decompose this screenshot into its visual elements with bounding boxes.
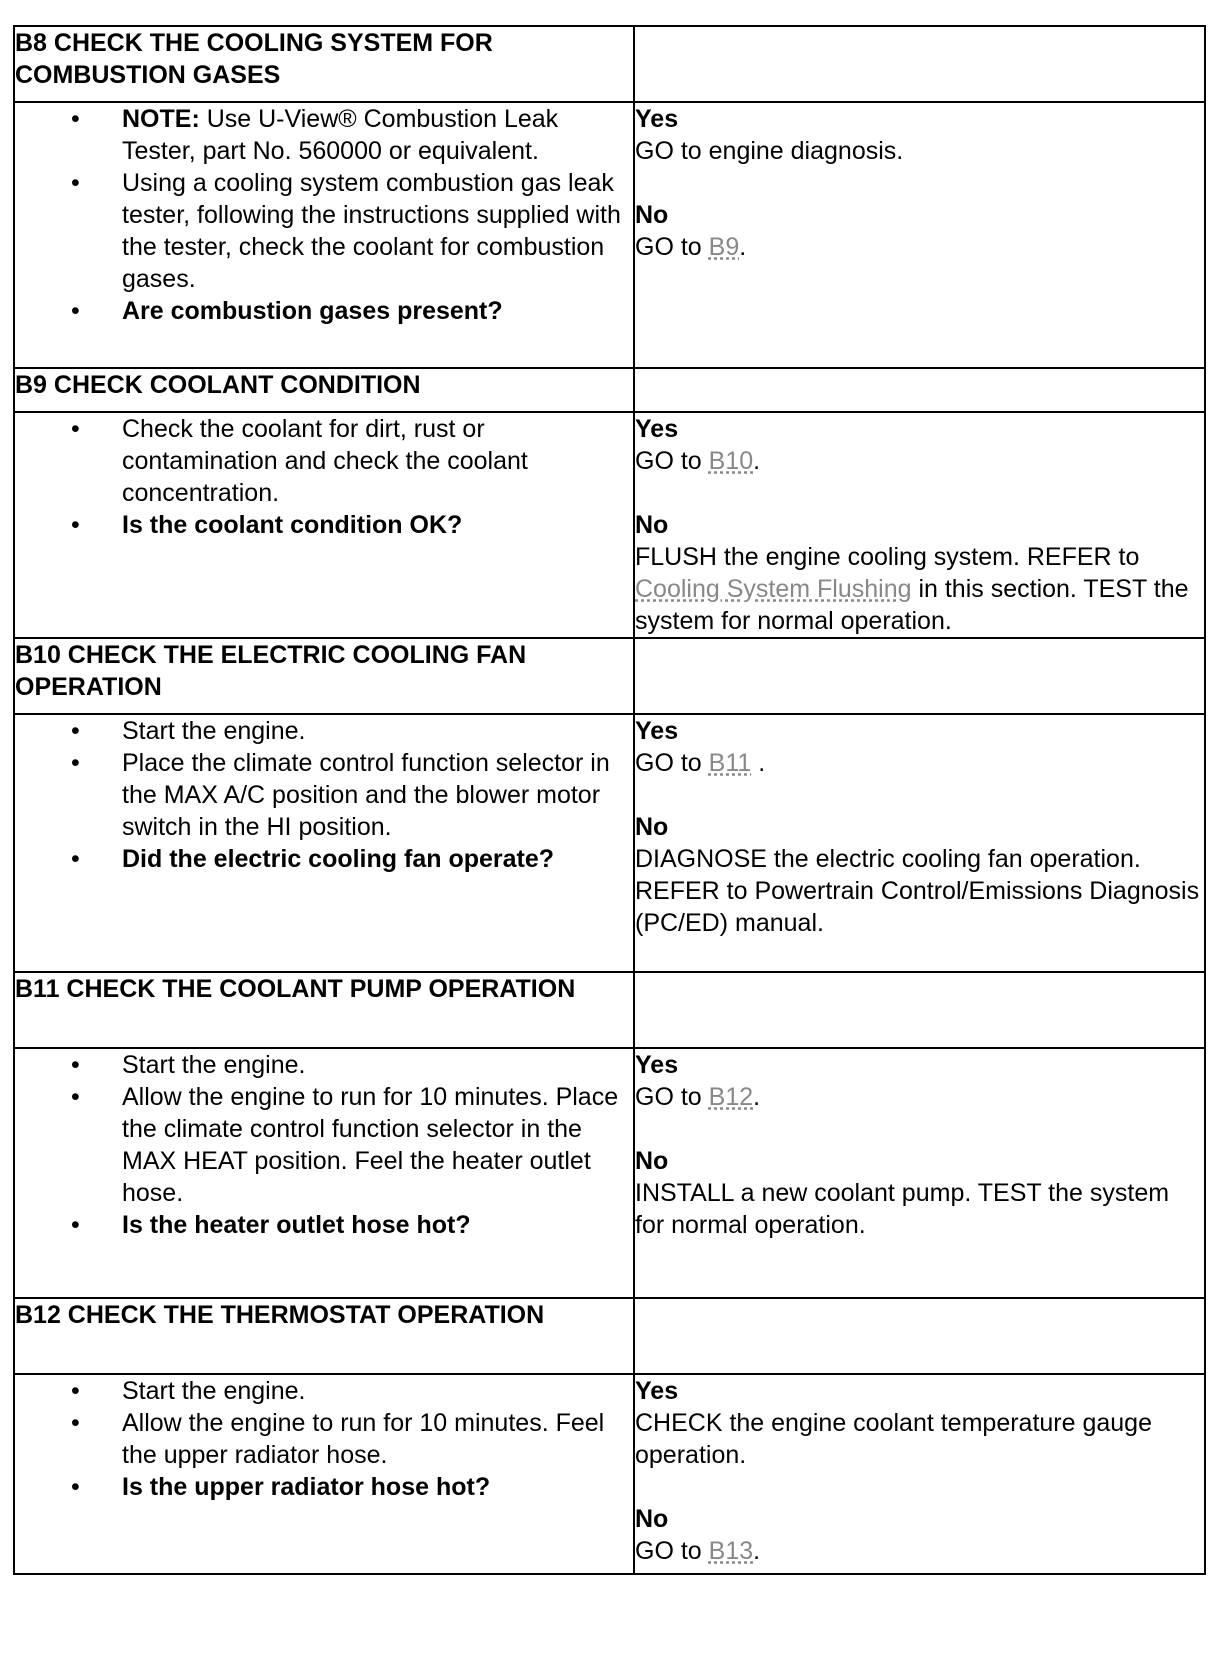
step-actions xyxy=(14,1048,634,1298)
step-text: Allow the engine to run for 10 minutes. Feel the upper radiator hose. xyxy=(122,1409,605,1469)
goto-link[interactable]: B13 xyxy=(708,1537,754,1565)
step-body-row xyxy=(14,1048,1205,1298)
step-header-row xyxy=(14,972,1205,1048)
step-header: B10 CHECK THE ELECTRIC COOLING FAN OPERATION xyxy=(14,638,634,714)
step-bullet xyxy=(15,103,633,167)
no-action: DIAGNOSE the electric cooling fan operation. REFER to Powertrain Control/Emissions Diagnosis (PC/ED) manual. xyxy=(635,845,1200,937)
step-bullet xyxy=(15,295,633,327)
step-header-row xyxy=(14,1298,1205,1374)
no-label: No xyxy=(635,201,669,229)
goto-link[interactable]: B9 xyxy=(708,233,740,261)
step-bullet xyxy=(15,1081,633,1209)
step-results xyxy=(634,412,1205,638)
note-label: NOTE: xyxy=(122,105,200,133)
step-bullet xyxy=(15,413,633,509)
step-bullet xyxy=(15,1209,633,1241)
step-body-row xyxy=(14,1374,1205,1574)
yes-label: Yes xyxy=(635,717,679,745)
yes-action: CHECK the engine coolant temperature gauge operation. xyxy=(635,1409,1152,1469)
yes-label: Yes xyxy=(635,105,679,133)
yes-label: Yes xyxy=(635,1051,679,1079)
header-empty-cell xyxy=(634,368,1205,412)
goto-link[interactable]: B12 xyxy=(708,1083,754,1111)
step-bullet xyxy=(15,509,633,541)
step-actions xyxy=(14,412,634,638)
yes-action: GO to B10. xyxy=(635,447,761,475)
yes-label: Yes xyxy=(635,1377,679,1405)
yes-action: GO to engine diagnosis. xyxy=(635,137,904,165)
step-bullet xyxy=(15,1407,633,1471)
header-empty-cell xyxy=(634,26,1205,102)
step-bullet xyxy=(15,747,633,843)
step-body-row xyxy=(14,412,1205,638)
step-question: Is the heater outlet hose hot? xyxy=(122,1211,471,1239)
header-empty-cell xyxy=(634,638,1205,714)
step-header: B9 CHECK COOLANT CONDITION xyxy=(14,368,634,412)
step-text: Start the engine. xyxy=(122,1051,306,1079)
step-body-row xyxy=(14,714,1205,972)
step-bullet xyxy=(15,1375,633,1407)
step-header: B11 CHECK THE COOLANT PUMP OPERATION xyxy=(14,972,634,1048)
step-actions xyxy=(14,1374,634,1574)
step-bullet xyxy=(15,715,633,747)
step-results xyxy=(634,1374,1205,1574)
step-header: B12 CHECK THE THERMOSTAT OPERATION xyxy=(14,1298,634,1374)
yes-label: Yes xyxy=(635,415,679,443)
step-header-row xyxy=(14,26,1205,102)
step-body-row xyxy=(14,102,1205,368)
diagnostic-table xyxy=(13,25,1206,1575)
no-label: No xyxy=(635,1505,669,1533)
no-action: FLUSH the engine cooling system. REFER to Cooling System Flushing in this section. TEST the system for normal operation. xyxy=(635,543,1189,635)
no-action: GO to B9. xyxy=(635,233,747,261)
header-empty-cell xyxy=(634,972,1205,1048)
step-question: Is the upper radiator hose hot? xyxy=(122,1473,491,1501)
step-results xyxy=(634,102,1205,368)
yes-action: GO to B12. xyxy=(635,1083,761,1111)
no-action: GO to B13. xyxy=(635,1537,761,1565)
goto-link[interactable]: B11 xyxy=(708,749,752,777)
step-bullet xyxy=(15,1049,633,1081)
step-header-row xyxy=(14,638,1205,714)
step-text: Allow the engine to run for 10 minutes. Place the climate control function selector in the MAX HEAT position. Feel the heater outlet hose. xyxy=(122,1083,619,1207)
no-action: INSTALL a new coolant pump. TEST the system for normal operation. xyxy=(635,1179,1170,1239)
step-question: Did the electric cooling fan operate? xyxy=(122,845,555,873)
goto-link[interactable]: B10 xyxy=(708,447,754,475)
no-label: No xyxy=(635,1147,669,1175)
step-text: Check the coolant for dirt, rust or contamination and check the coolant concentration. xyxy=(122,415,528,507)
step-question: Is the coolant condition OK? xyxy=(122,511,463,539)
step-text: Start the engine. xyxy=(122,717,306,745)
step-header-row xyxy=(14,368,1205,412)
step-results xyxy=(634,714,1205,972)
step-results xyxy=(634,1048,1205,1298)
header-empty-cell xyxy=(634,1298,1205,1374)
step-header: B8 CHECK THE COOLING SYSTEM FOR COMBUSTION GASES xyxy=(14,26,634,102)
step-actions xyxy=(14,102,634,368)
step-question: Are combustion gases present? xyxy=(122,297,503,325)
no-label: No xyxy=(635,511,669,539)
yes-action: GO to B11 . xyxy=(635,749,766,777)
step-text: Use U-View® Combustion Leak Tester, part No. 560000 or equivalent. xyxy=(122,105,559,165)
step-text: Start the engine. xyxy=(122,1377,306,1405)
procedure-link[interactable]: Cooling System Flushing xyxy=(635,575,912,603)
no-label: No xyxy=(635,813,669,841)
step-text: Place the climate control function selector in the MAX A/C position and the blower motor switch in the HI position. xyxy=(122,749,610,841)
step-text: Using a cooling system combustion gas leak tester, following the instructions supplied with the tester, check the coolant for combustion gases. xyxy=(122,169,621,293)
step-bullet xyxy=(15,167,633,295)
step-bullet xyxy=(15,1471,633,1503)
step-actions xyxy=(14,714,634,972)
step-bullet xyxy=(15,843,633,875)
